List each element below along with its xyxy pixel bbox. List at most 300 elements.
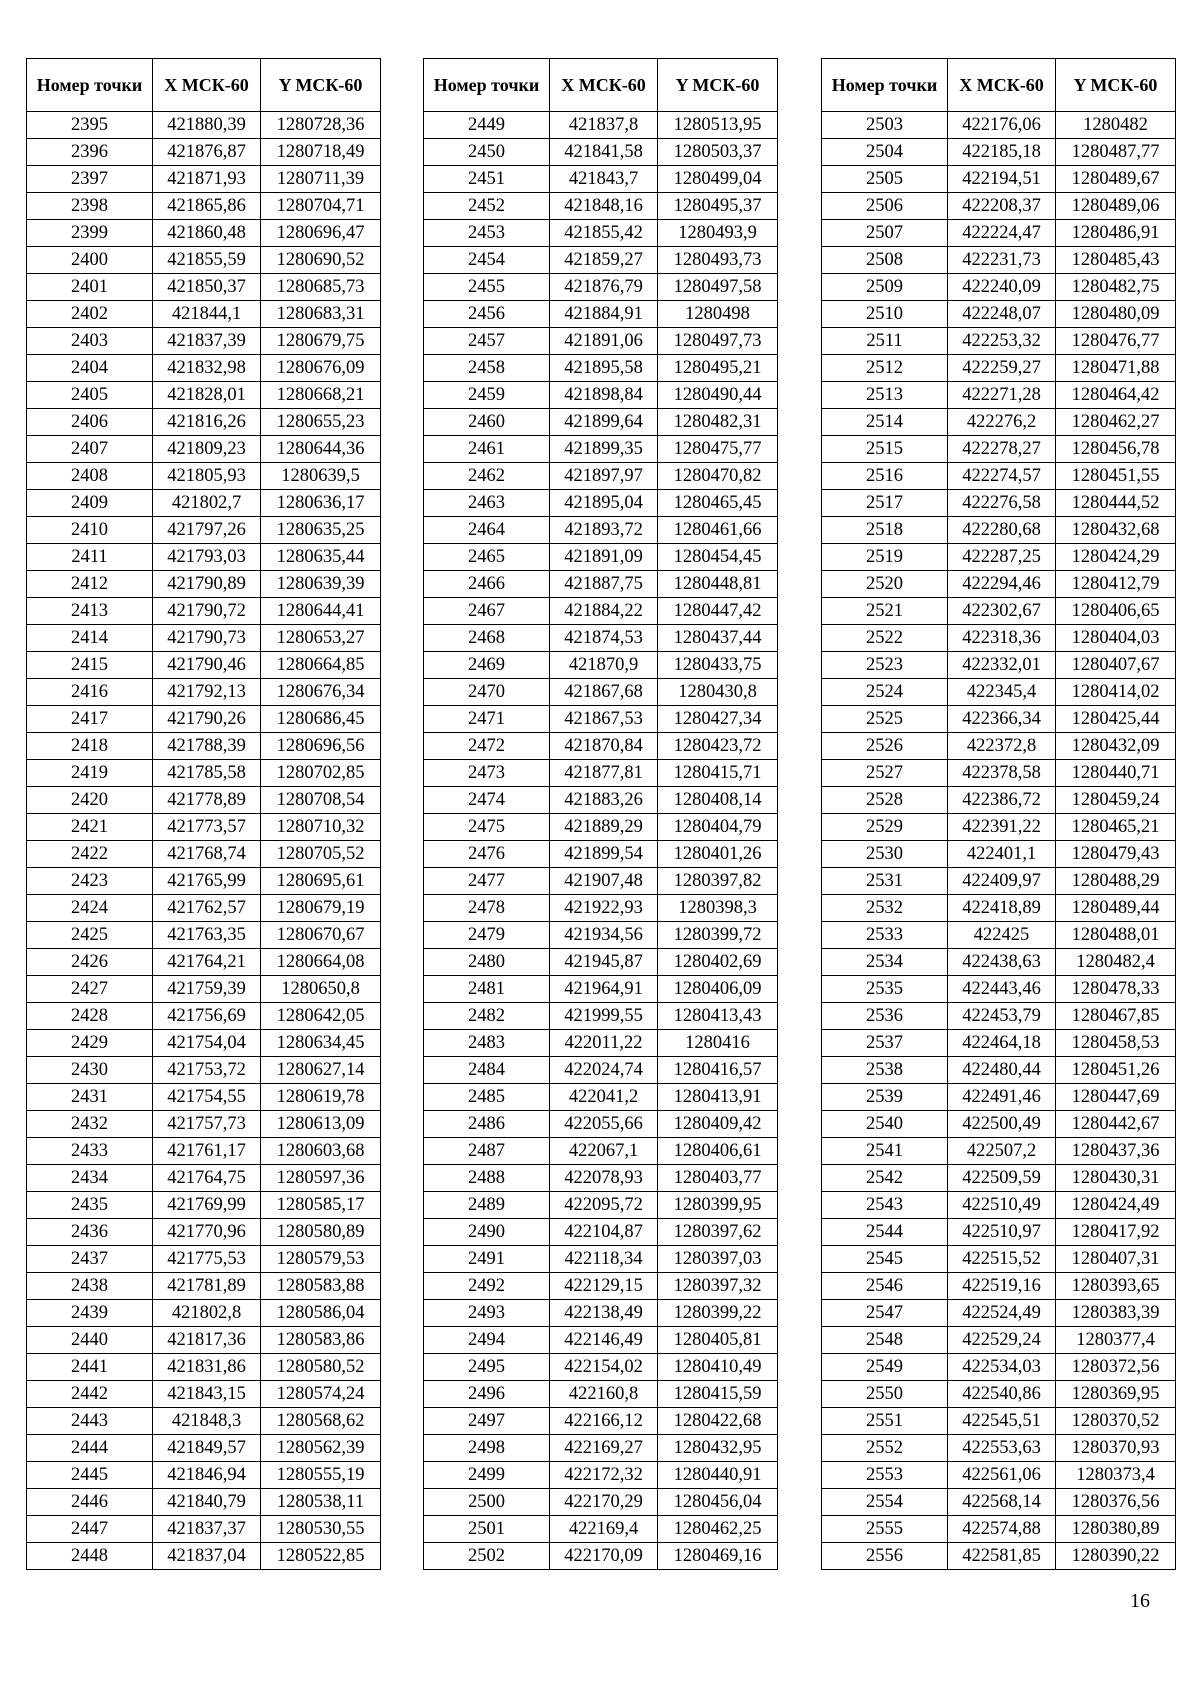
x-coordinate-cell: 421843,15	[153, 1381, 261, 1408]
point-number-cell: 2436	[27, 1219, 153, 1246]
table-header-row	[27, 59, 381, 112]
point-number-cell: 2434	[27, 1165, 153, 1192]
table-row	[424, 382, 778, 409]
point-number-cell: 2432	[27, 1111, 153, 1138]
point-number-cell: 2429	[27, 1030, 153, 1057]
y-coordinate-cell: 1280586,04	[261, 1300, 381, 1327]
y-coordinate-cell: 1280503,37	[658, 139, 778, 166]
y-coordinate-cell: 1280451,55	[1056, 463, 1176, 490]
table-row	[822, 409, 1176, 436]
y-coordinate-cell: 1280461,66	[658, 517, 778, 544]
y-coordinate-cell: 1280485,43	[1056, 247, 1176, 274]
x-coordinate-cell: 421754,55	[153, 1084, 261, 1111]
table-row	[424, 301, 778, 328]
table-row	[424, 949, 778, 976]
y-coordinate-cell: 1280650,8	[261, 976, 381, 1003]
table-row	[822, 1192, 1176, 1219]
y-coordinate-cell: 1280498	[658, 301, 778, 328]
point-number-cell: 2460	[424, 409, 550, 436]
y-coordinate-cell: 1280583,86	[261, 1327, 381, 1354]
x-coordinate-cell: 422024,74	[550, 1057, 658, 1084]
point-number-cell: 2541	[822, 1138, 948, 1165]
table-row	[822, 598, 1176, 625]
y-coordinate-cell: 1280425,44	[1056, 706, 1176, 733]
y-coordinate-cell: 1280711,39	[261, 166, 381, 193]
table-row	[424, 841, 778, 868]
table-row	[27, 1543, 381, 1570]
y-coordinate-cell: 1280597,36	[261, 1165, 381, 1192]
x-coordinate-cell: 422287,25	[948, 544, 1056, 571]
x-coordinate-cell: 421793,03	[153, 544, 261, 571]
x-coordinate-cell: 422170,29	[550, 1489, 658, 1516]
y-coordinate-cell: 1280415,59	[658, 1381, 778, 1408]
y-coordinate-cell: 1280437,44	[658, 625, 778, 652]
header-x-coordinate: X МСК-60	[153, 59, 261, 112]
point-number-cell: 2542	[822, 1165, 948, 1192]
x-coordinate-cell: 421757,73	[153, 1111, 261, 1138]
table-row	[27, 895, 381, 922]
x-coordinate-cell: 422185,18	[948, 139, 1056, 166]
y-coordinate-cell: 1280410,49	[658, 1354, 778, 1381]
point-number-cell: 2451	[424, 166, 550, 193]
table-header-row	[424, 59, 778, 112]
table-row	[27, 949, 381, 976]
x-coordinate-cell: 421867,53	[550, 706, 658, 733]
x-coordinate-cell: 421765,99	[153, 868, 261, 895]
point-number-cell: 2447	[27, 1516, 153, 1543]
point-number-cell: 2504	[822, 139, 948, 166]
y-coordinate-cell: 1280695,61	[261, 868, 381, 895]
y-coordinate-cell: 1280393,65	[1056, 1273, 1176, 1300]
table-row	[424, 112, 778, 139]
x-coordinate-cell: 422154,02	[550, 1354, 658, 1381]
x-coordinate-cell: 421797,26	[153, 517, 261, 544]
table-row	[424, 1165, 778, 1192]
x-coordinate-cell: 421907,48	[550, 868, 658, 895]
y-coordinate-cell: 1280686,45	[261, 706, 381, 733]
header-point-number: Номер точки	[822, 59, 948, 112]
y-coordinate-cell: 1280513,95	[658, 112, 778, 139]
y-coordinate-cell: 1280447,42	[658, 598, 778, 625]
y-coordinate-cell: 1280634,45	[261, 1030, 381, 1057]
x-coordinate-cell: 422240,09	[948, 274, 1056, 301]
x-coordinate-cell: 421964,91	[550, 976, 658, 1003]
y-coordinate-cell: 1280489,44	[1056, 895, 1176, 922]
table-row	[822, 1057, 1176, 1084]
table-row	[27, 139, 381, 166]
y-coordinate-cell: 1280471,88	[1056, 355, 1176, 382]
point-number-cell: 2446	[27, 1489, 153, 1516]
table-row	[27, 1111, 381, 1138]
x-coordinate-cell: 421809,23	[153, 436, 261, 463]
point-number-cell: 2428	[27, 1003, 153, 1030]
table-row	[424, 868, 778, 895]
table-row	[424, 1408, 778, 1435]
x-coordinate-cell: 422510,49	[948, 1192, 1056, 1219]
point-number-cell: 2421	[27, 814, 153, 841]
table-row	[424, 544, 778, 571]
table-row	[822, 193, 1176, 220]
point-number-cell: 2485	[424, 1084, 550, 1111]
table-row	[27, 706, 381, 733]
point-number-cell: 2414	[27, 625, 153, 652]
y-coordinate-cell: 1280459,24	[1056, 787, 1176, 814]
x-coordinate-cell: 422345,4	[948, 679, 1056, 706]
header-point-number: Номер точки	[424, 59, 550, 112]
x-coordinate-cell: 421762,57	[153, 895, 261, 922]
y-coordinate-cell: 1280458,53	[1056, 1030, 1176, 1057]
x-coordinate-cell: 422510,97	[948, 1219, 1056, 1246]
point-number-cell: 2448	[27, 1543, 153, 1570]
x-coordinate-cell: 422519,16	[948, 1273, 1056, 1300]
header-x-coordinate: X МСК-60	[550, 59, 658, 112]
point-number-cell: 2442	[27, 1381, 153, 1408]
y-coordinate-cell: 1280635,44	[261, 544, 381, 571]
table-row	[822, 382, 1176, 409]
point-number-cell: 2492	[424, 1273, 550, 1300]
point-number-cell: 2398	[27, 193, 153, 220]
x-coordinate-cell: 422545,51	[948, 1408, 1056, 1435]
y-coordinate-cell: 1280456,04	[658, 1489, 778, 1516]
table-row	[822, 706, 1176, 733]
x-coordinate-cell: 421848,16	[550, 193, 658, 220]
x-coordinate-cell: 421870,9	[550, 652, 658, 679]
x-coordinate-cell: 422166,12	[550, 1408, 658, 1435]
y-coordinate-cell: 1280489,06	[1056, 193, 1176, 220]
point-number-cell: 2530	[822, 841, 948, 868]
x-coordinate-cell: 421887,75	[550, 571, 658, 598]
x-coordinate-cell: 421778,89	[153, 787, 261, 814]
table-row	[822, 490, 1176, 517]
y-coordinate-cell: 1280495,21	[658, 355, 778, 382]
point-number-cell: 2528	[822, 787, 948, 814]
point-number-cell: 2520	[822, 571, 948, 598]
table-row	[27, 166, 381, 193]
point-number-cell: 2427	[27, 976, 153, 1003]
x-coordinate-cell: 422568,14	[948, 1489, 1056, 1516]
y-coordinate-cell: 1280708,54	[261, 787, 381, 814]
x-coordinate-cell: 422366,34	[948, 706, 1056, 733]
x-coordinate-cell: 422172,32	[550, 1462, 658, 1489]
table-row	[424, 193, 778, 220]
y-coordinate-cell: 1280580,52	[261, 1354, 381, 1381]
table-row	[822, 787, 1176, 814]
y-coordinate-cell: 1280432,68	[1056, 517, 1176, 544]
point-number-cell: 2523	[822, 652, 948, 679]
x-coordinate-cell: 421790,73	[153, 625, 261, 652]
point-number-cell: 2546	[822, 1273, 948, 1300]
x-coordinate-cell: 421775,53	[153, 1246, 261, 1273]
y-coordinate-cell: 1280404,79	[658, 814, 778, 841]
x-coordinate-cell: 421802,7	[153, 490, 261, 517]
x-coordinate-cell: 421790,89	[153, 571, 261, 598]
y-coordinate-cell: 1280462,27	[1056, 409, 1176, 436]
table-row	[822, 679, 1176, 706]
point-number-cell: 2515	[822, 436, 948, 463]
x-coordinate-cell: 421754,04	[153, 1030, 261, 1057]
table-row	[424, 787, 778, 814]
table-row	[27, 1138, 381, 1165]
y-coordinate-cell: 1280476,77	[1056, 328, 1176, 355]
x-coordinate-cell: 421922,93	[550, 895, 658, 922]
x-coordinate-cell: 422118,34	[550, 1246, 658, 1273]
point-number-cell: 2423	[27, 868, 153, 895]
point-number-cell: 2441	[27, 1354, 153, 1381]
x-coordinate-cell: 421895,58	[550, 355, 658, 382]
header-y-coordinate: Y МСК-60	[1056, 59, 1176, 112]
table-row	[27, 1516, 381, 1543]
x-coordinate-cell: 421884,91	[550, 301, 658, 328]
table-row	[424, 814, 778, 841]
point-number-cell: 2455	[424, 274, 550, 301]
y-coordinate-cell: 1280482,75	[1056, 274, 1176, 301]
table-row	[822, 355, 1176, 382]
y-coordinate-cell: 1280627,14	[261, 1057, 381, 1084]
y-coordinate-cell: 1280402,69	[658, 949, 778, 976]
y-coordinate-cell: 1280430,8	[658, 679, 778, 706]
point-number-cell: 2489	[424, 1192, 550, 1219]
point-number-cell: 2495	[424, 1354, 550, 1381]
x-coordinate-cell: 421837,8	[550, 112, 658, 139]
table-row	[27, 274, 381, 301]
x-coordinate-cell: 421876,87	[153, 139, 261, 166]
x-coordinate-cell: 421855,59	[153, 247, 261, 274]
y-coordinate-cell: 1280427,34	[658, 706, 778, 733]
point-number-cell: 2540	[822, 1111, 948, 1138]
table-row	[424, 625, 778, 652]
x-coordinate-cell: 422271,28	[948, 382, 1056, 409]
point-number-cell: 2532	[822, 895, 948, 922]
table-row	[822, 1435, 1176, 1462]
point-number-cell: 2459	[424, 382, 550, 409]
point-number-cell: 2533	[822, 922, 948, 949]
x-coordinate-cell: 421753,72	[153, 1057, 261, 1084]
point-number-cell: 2464	[424, 517, 550, 544]
x-coordinate-cell: 421788,39	[153, 733, 261, 760]
x-coordinate-cell: 422464,18	[948, 1030, 1056, 1057]
table-row	[822, 841, 1176, 868]
y-coordinate-cell: 1280499,04	[658, 166, 778, 193]
y-coordinate-cell: 1280482,4	[1056, 949, 1176, 976]
x-coordinate-cell: 421841,58	[550, 139, 658, 166]
y-coordinate-cell: 1280408,14	[658, 787, 778, 814]
x-coordinate-cell: 421899,64	[550, 409, 658, 436]
y-coordinate-cell: 1280488,29	[1056, 868, 1176, 895]
table-row	[424, 274, 778, 301]
point-number-cell: 2458	[424, 355, 550, 382]
x-coordinate-cell: 421816,26	[153, 409, 261, 436]
y-coordinate-cell: 1280406,09	[658, 976, 778, 1003]
point-number-cell: 2476	[424, 841, 550, 868]
point-number-cell: 2404	[27, 355, 153, 382]
y-coordinate-cell: 1280683,31	[261, 301, 381, 328]
x-coordinate-cell: 422581,85	[948, 1543, 1056, 1570]
y-coordinate-cell: 1280635,25	[261, 517, 381, 544]
point-number-cell: 2417	[27, 706, 153, 733]
y-coordinate-cell: 1280454,45	[658, 544, 778, 571]
point-number-cell: 2453	[424, 220, 550, 247]
x-coordinate-cell: 421831,86	[153, 1354, 261, 1381]
y-coordinate-cell: 1280440,91	[658, 1462, 778, 1489]
y-coordinate-cell: 1280670,67	[261, 922, 381, 949]
x-coordinate-cell: 421769,99	[153, 1192, 261, 1219]
y-coordinate-cell: 1280562,39	[261, 1435, 381, 1462]
table-row	[424, 247, 778, 274]
point-number-cell: 2466	[424, 571, 550, 598]
table-row	[822, 1273, 1176, 1300]
x-coordinate-cell: 422453,79	[948, 1003, 1056, 1030]
x-coordinate-cell: 422231,73	[948, 247, 1056, 274]
table-row	[27, 355, 381, 382]
table-row	[822, 949, 1176, 976]
point-number-cell: 2555	[822, 1516, 948, 1543]
point-number-cell: 2483	[424, 1030, 550, 1057]
table-row	[424, 436, 778, 463]
y-coordinate-cell: 1280448,81	[658, 571, 778, 598]
point-number-cell: 2550	[822, 1381, 948, 1408]
x-coordinate-cell: 421837,04	[153, 1543, 261, 1570]
y-coordinate-cell: 1280464,42	[1056, 382, 1176, 409]
x-coordinate-cell: 421792,13	[153, 679, 261, 706]
y-coordinate-cell: 1280497,58	[658, 274, 778, 301]
table-row	[822, 1219, 1176, 1246]
table-row	[424, 1516, 778, 1543]
table-row	[822, 1084, 1176, 1111]
x-coordinate-cell: 421865,86	[153, 193, 261, 220]
y-coordinate-cell: 1280478,33	[1056, 976, 1176, 1003]
point-number-cell: 2503	[822, 112, 948, 139]
point-number-cell: 2456	[424, 301, 550, 328]
y-coordinate-cell: 1280583,88	[261, 1273, 381, 1300]
x-coordinate-cell: 422509,59	[948, 1165, 1056, 1192]
table-row	[822, 517, 1176, 544]
table-row	[424, 1057, 778, 1084]
point-number-cell: 2500	[424, 1489, 550, 1516]
point-number-cell: 2531	[822, 868, 948, 895]
point-number-cell: 2512	[822, 355, 948, 382]
table-row	[27, 571, 381, 598]
point-number-cell: 2454	[424, 247, 550, 274]
point-number-cell: 2408	[27, 463, 153, 490]
table-row	[27, 409, 381, 436]
table-row	[27, 598, 381, 625]
table-row	[424, 1138, 778, 1165]
point-number-cell: 2410	[27, 517, 153, 544]
y-coordinate-cell: 1280718,49	[261, 139, 381, 166]
x-coordinate-cell: 422169,4	[550, 1516, 658, 1543]
table-row	[822, 1489, 1176, 1516]
table-row	[424, 598, 778, 625]
x-coordinate-cell: 421850,37	[153, 274, 261, 301]
y-coordinate-cell: 1280479,43	[1056, 841, 1176, 868]
point-number-cell: 2519	[822, 544, 948, 571]
x-coordinate-cell: 422278,27	[948, 436, 1056, 463]
table-row	[822, 274, 1176, 301]
table-row	[822, 328, 1176, 355]
y-coordinate-cell: 1280469,16	[658, 1543, 778, 1570]
x-coordinate-cell: 421832,98	[153, 355, 261, 382]
point-number-cell: 2411	[27, 544, 153, 571]
y-coordinate-cell: 1280470,82	[658, 463, 778, 490]
y-coordinate-cell: 1280482	[1056, 112, 1176, 139]
y-coordinate-cell: 1280372,56	[1056, 1354, 1176, 1381]
x-coordinate-cell: 422276,58	[948, 490, 1056, 517]
point-number-cell: 2481	[424, 976, 550, 1003]
point-number-cell: 2497	[424, 1408, 550, 1435]
y-coordinate-cell: 1280376,56	[1056, 1489, 1176, 1516]
point-number-cell: 2399	[27, 220, 153, 247]
y-coordinate-cell: 1280444,52	[1056, 490, 1176, 517]
x-coordinate-cell: 421756,69	[153, 1003, 261, 1030]
x-coordinate-cell: 421889,29	[550, 814, 658, 841]
x-coordinate-cell: 422095,72	[550, 1192, 658, 1219]
y-coordinate-cell: 1280370,93	[1056, 1435, 1176, 1462]
point-number-cell: 2405	[27, 382, 153, 409]
x-coordinate-cell: 421884,22	[550, 598, 658, 625]
y-coordinate-cell: 1280373,4	[1056, 1462, 1176, 1489]
x-coordinate-cell: 421898,84	[550, 382, 658, 409]
table-row	[822, 301, 1176, 328]
y-coordinate-cell: 1280685,73	[261, 274, 381, 301]
point-number-cell: 2484	[424, 1057, 550, 1084]
y-coordinate-cell: 1280653,27	[261, 625, 381, 652]
point-number-cell: 2544	[822, 1219, 948, 1246]
table-row	[424, 1111, 778, 1138]
y-coordinate-cell: 1280530,55	[261, 1516, 381, 1543]
y-coordinate-cell: 1280465,45	[658, 490, 778, 517]
table-row	[822, 814, 1176, 841]
table-row	[822, 1030, 1176, 1057]
point-number-cell: 2406	[27, 409, 153, 436]
point-number-cell: 2471	[424, 706, 550, 733]
point-number-cell: 2534	[822, 949, 948, 976]
point-number-cell: 2513	[822, 382, 948, 409]
point-number-cell: 2506	[822, 193, 948, 220]
y-coordinate-cell: 1280639,39	[261, 571, 381, 598]
x-coordinate-cell: 422224,47	[948, 220, 1056, 247]
y-coordinate-cell: 1280397,62	[658, 1219, 778, 1246]
table-row	[27, 1408, 381, 1435]
point-number-cell: 2527	[822, 760, 948, 787]
point-number-cell: 2439	[27, 1300, 153, 1327]
header-point-number: Номер точки	[27, 59, 153, 112]
y-coordinate-cell: 1280696,56	[261, 733, 381, 760]
x-coordinate-cell: 421837,37	[153, 1516, 261, 1543]
table-row	[27, 760, 381, 787]
x-coordinate-cell: 422055,66	[550, 1111, 658, 1138]
point-number-cell: 2462	[424, 463, 550, 490]
x-coordinate-cell: 422294,46	[948, 571, 1056, 598]
y-coordinate-cell: 1280433,75	[658, 652, 778, 679]
y-coordinate-cell: 1280702,85	[261, 760, 381, 787]
table-row	[424, 1543, 778, 1570]
x-coordinate-cell: 422540,86	[948, 1381, 1056, 1408]
point-number-cell: 2511	[822, 328, 948, 355]
x-coordinate-cell: 422332,01	[948, 652, 1056, 679]
x-coordinate-cell: 422302,67	[948, 598, 1056, 625]
y-coordinate-cell: 1280555,19	[261, 1462, 381, 1489]
y-coordinate-cell: 1280462,25	[658, 1516, 778, 1543]
x-coordinate-cell: 422443,46	[948, 976, 1056, 1003]
table-row	[424, 1327, 778, 1354]
point-number-cell: 2496	[424, 1381, 550, 1408]
table-row	[822, 220, 1176, 247]
x-coordinate-cell: 422067,1	[550, 1138, 658, 1165]
table-row	[822, 652, 1176, 679]
point-number-cell: 2474	[424, 787, 550, 814]
x-coordinate-cell: 421897,97	[550, 463, 658, 490]
x-coordinate-cell: 422248,07	[948, 301, 1056, 328]
